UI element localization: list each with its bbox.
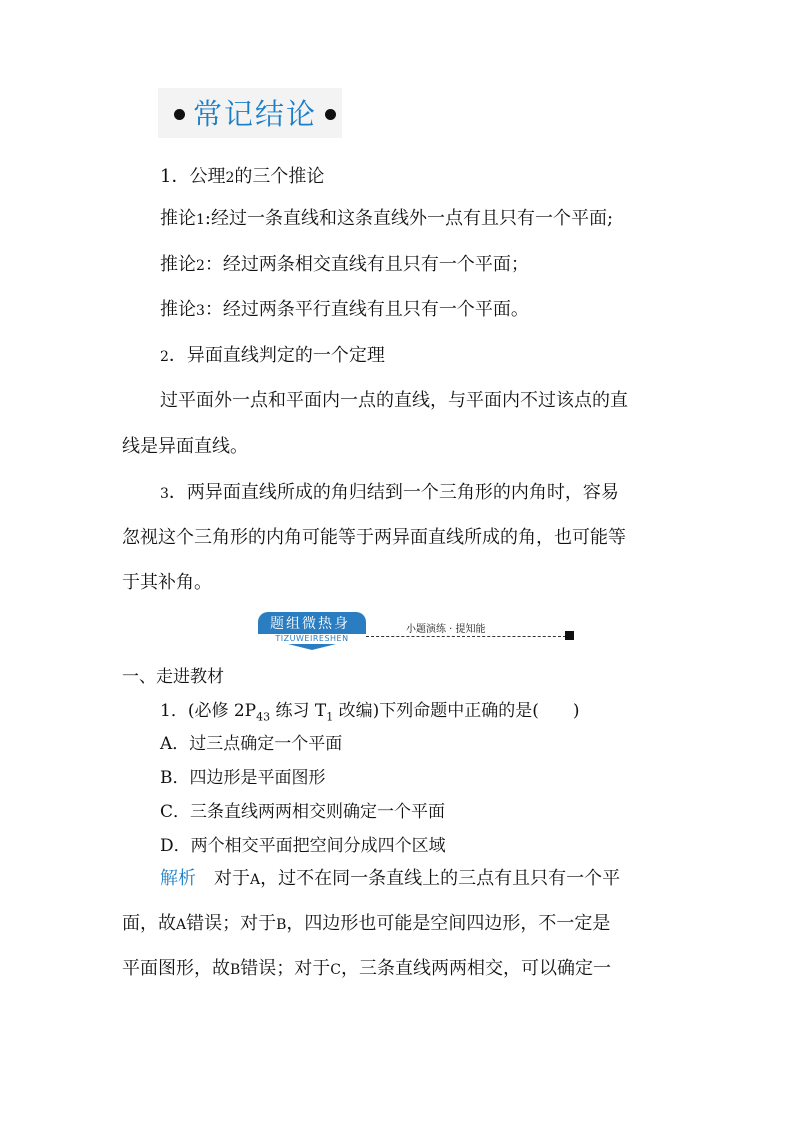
banner-subtitle: TIZUWEIRESHEN <box>275 634 349 643</box>
heading-text: 常记结论 <box>193 97 318 131</box>
bullet-dot-icon <box>325 109 336 120</box>
answer-line-2: 面，故A错误；对于B，四边形也可能是空间四边形，不一定是 <box>122 913 611 934</box>
item-3-line-2: 忽视这个三角形的内角可能等于两异面直线所成的角，也可能等 <box>122 527 626 548</box>
option-b: B．四边形是平面图形 <box>160 768 326 788</box>
item-3-line-1: 3．两异面直线所成的角归结到一个三角形的内角时，容易 <box>160 482 619 503</box>
option-c: C．三条直线两两相交则确定一个平面 <box>160 802 446 822</box>
option-d: D．两个相交平面把空间分成四个区域 <box>160 836 446 856</box>
banner-title: 题组微热身 <box>270 616 350 632</box>
corollary-3: 推论3：经过两条平行直线有且只有一个平面。 <box>160 299 529 320</box>
item-3-line-3: 于其补角。 <box>122 572 212 593</box>
item-1-title: 1．公理2的三个推论 <box>160 166 325 187</box>
answer-line-3: 平面图形，故B错误；对于C，三条直线两两相交，可以确定一 <box>122 958 612 979</box>
jiexi-label: 解析 <box>160 868 196 889</box>
section-banner <box>258 612 576 652</box>
corollary-2: 推论2：经过两条相交直线有且只有一个平面； <box>160 254 529 275</box>
exercise-section-title: 一、走进教材 <box>122 667 224 687</box>
bullet-dot-icon <box>174 109 185 120</box>
item-2-line-2: 线是异面直线。 <box>122 436 248 457</box>
question-1: 1．(必修 $2P_{43}$ 练习 $T_1$ 改编)下列命题中正确的是( ) <box>160 701 580 724</box>
answer-line-1: 解析 对于A，过不在同一条直线上的三点有且只有一个平 <box>160 868 621 889</box>
banner-box <box>258 612 366 634</box>
item-2-line-1: 过平面外一点和平面内一点的直线，与平面内不过该点的直 <box>160 390 628 411</box>
corollary-1: 推论1:经过一条直线和这条直线外一点有且只有一个平面; <box>160 208 614 229</box>
item-2-title: 2．异面直线判定的一个定理 <box>160 345 385 366</box>
banner-dashed-line <box>366 636 566 637</box>
option-a: A．过三点确定一个平面 <box>160 734 343 754</box>
square-icon <box>565 631 574 640</box>
section-heading <box>166 92 344 133</box>
banner-arrow-icon <box>288 644 336 650</box>
banner-tagline: 小题演练 · 提知能 <box>406 624 486 635</box>
